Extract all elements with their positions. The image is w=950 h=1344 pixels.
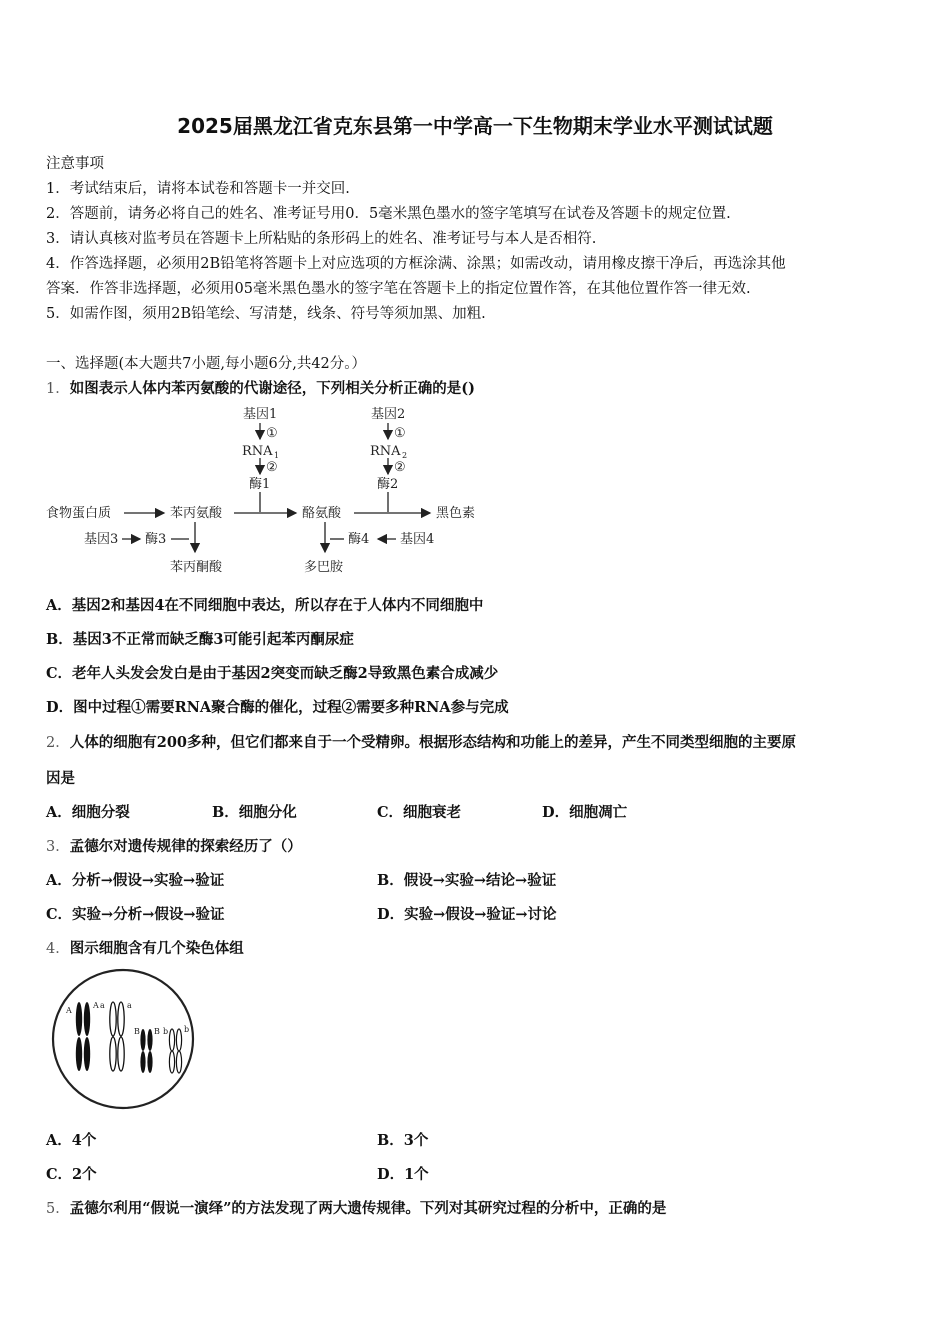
fig-melanin: 黑色素 <box>436 506 476 521</box>
notice-item-3: 3．请认真核对监考员在答题卡上所粘贴的条形码上的姓名、准考证号与本人是否相符. <box>46 231 597 247</box>
q2-stem-cont: 因是 <box>46 770 75 787</box>
q4-label-B2: B <box>154 1027 160 1036</box>
q3-option-c: C．实验→分析→假设→验证 <box>46 906 225 923</box>
q1-option-a: A．基因2和基因4在不同细胞中表达，所以存在于人体内不同细胞中 <box>46 597 484 614</box>
fig-rna1: RNA <box>242 444 273 459</box>
q3-number: 3． <box>46 839 70 855</box>
q1-option-d: D．图中过程①需要RNA聚合酶的催化，过程②需要多种RNA参与完成 <box>46 699 509 716</box>
fig-step2-left: ② <box>266 460 278 475</box>
fig-enzyme2: 酶2 <box>377 477 399 492</box>
fig-step2-right: ② <box>394 460 406 475</box>
fig-step1-right: ① <box>394 426 406 441</box>
fig-gene4: 基因4 <box>400 532 435 547</box>
q2-option-b: B．细胞分化 <box>212 804 297 821</box>
notice-item-4: 4．作答选择题，必须用2B铅笔将答题卡上对应选项的方框涂满、涂黑；如需改动，请用橡皮擦干净后，再选涂其他 <box>46 256 786 272</box>
fig-gene2: 基因2 <box>371 407 406 422</box>
exam-title: 2025届黑龙江省克东县第一中学高一下生物期末学业水平测试试题 <box>177 114 773 138</box>
q5-stem-text: 孟德尔利用“假说一演绎”的方法发现了两大遗传规律。下列对其研究过程的分析中，正确的是 <box>69 1200 667 1217</box>
q4-label-A1: A <box>66 1006 72 1015</box>
q3-stem <box>46 835 302 856</box>
fig-gene1: 基因1 <box>243 407 278 422</box>
q4-label-a2: a <box>127 1001 132 1010</box>
fig-phenylpyruvate: 苯丙酮酸 <box>170 560 223 575</box>
fig-enzyme3: 酶3 <box>145 532 167 547</box>
q1-number: 1． <box>46 381 70 397</box>
fig-tyrosine: 酪氨酸 <box>302 506 342 521</box>
fig-rna2-sub: 2 <box>402 451 408 460</box>
fig-gene3: 基因3 <box>84 532 119 547</box>
fig-rna1-sub: 1 <box>274 451 280 460</box>
q4-label-b1: b <box>163 1027 169 1036</box>
fig-phenylalanine: 苯丙氨酸 <box>170 506 223 521</box>
section-heading: 一、选择题(本大题共7小题,每小题6分,共42分。） <box>46 356 367 372</box>
fig-enzyme1: 酶1 <box>249 477 271 492</box>
q1-metabolism-diagram <box>44 402 484 582</box>
q2-stem <box>46 731 796 752</box>
q3-option-d: D．实验→假设→验证→讨论 <box>377 906 557 923</box>
q4-option-a: A．4个 <box>46 1132 97 1149</box>
q4-label-B1: B <box>134 1027 140 1036</box>
q4-stem <box>46 937 244 958</box>
q4-label-b2: b <box>184 1025 190 1034</box>
fig-food-protein: 食物蛋白质 <box>46 506 112 521</box>
q3-stem-text: 孟德尔对遗传规律的探索经历了（） <box>69 838 302 855</box>
notice-item-5: 5．如需作图，须用2B铅笔绘、写清楚，线条、符号等须加黑、加粗. <box>46 306 486 322</box>
q1-stem-text: 如图表示人体内苯丙氨酸的代谢途径，下列相关分析正确的是() <box>69 380 475 397</box>
q1-option-b: B．基因3不正常而缺乏酶3可能引起苯丙酮尿症 <box>46 631 354 648</box>
q2-option-a: A．细胞分裂 <box>46 804 130 821</box>
notice-item-1: 1．考试结束后，请将本试卷和答题卡一并交回. <box>46 181 350 197</box>
notice-item-4-cont: 答案．作答非选择题，必须用05毫米黑色墨水的签字笔在答题卡上的指定位置作答，在其他位置作答一律无效. <box>46 281 751 297</box>
fig-enzyme4: 酶4 <box>348 532 370 547</box>
q3-option-b: B．假设→实验→结论→验证 <box>377 872 557 889</box>
q4-stem-text: 图示细胞含有几个染色体组 <box>69 940 244 957</box>
q4-number: 4． <box>46 941 70 957</box>
q4-option-d: D．1个 <box>377 1166 429 1183</box>
q5-number: 5． <box>46 1201 70 1217</box>
q2-option-c: C．细胞衰老 <box>377 804 462 821</box>
q3-option-a: A．分析→假设→实验→验证 <box>46 872 225 889</box>
q2-number: 2． <box>46 735 70 751</box>
q4-label-a1: a <box>100 1001 105 1010</box>
q1-option-c: C．老年人头发会发白是由于基因2突变而缺乏酶2导致黑色素合成减少 <box>46 665 499 682</box>
fig-step1-left: ① <box>266 426 278 441</box>
q5-stem <box>46 1197 666 1218</box>
q4-cell-diagram <box>50 966 200 1112</box>
notice-heading: 注意事项 <box>46 156 104 172</box>
notice-item-2: 2．答题前，请务必将自己的姓名、准考证号用0．5毫米黑色墨水的签字笔填写在试卷及答题卡的规定位置. <box>46 206 731 222</box>
q4-label-A2: A <box>93 1001 99 1010</box>
q4-option-c: C．2个 <box>46 1166 97 1183</box>
q2-option-d: D．细胞凋亡 <box>542 804 628 821</box>
q1-stem <box>46 377 475 398</box>
fig-rna2: RNA <box>370 444 401 459</box>
q4-option-b: B．3个 <box>377 1132 429 1149</box>
fig-dopamine: 多巴胺 <box>304 560 344 575</box>
q2-stem-text: 人体的细胞有200多种，但它们都来自于一个受精卵。根据形态结构和功能上的差异，产生不同类型细胞的主要原 <box>69 734 796 751</box>
